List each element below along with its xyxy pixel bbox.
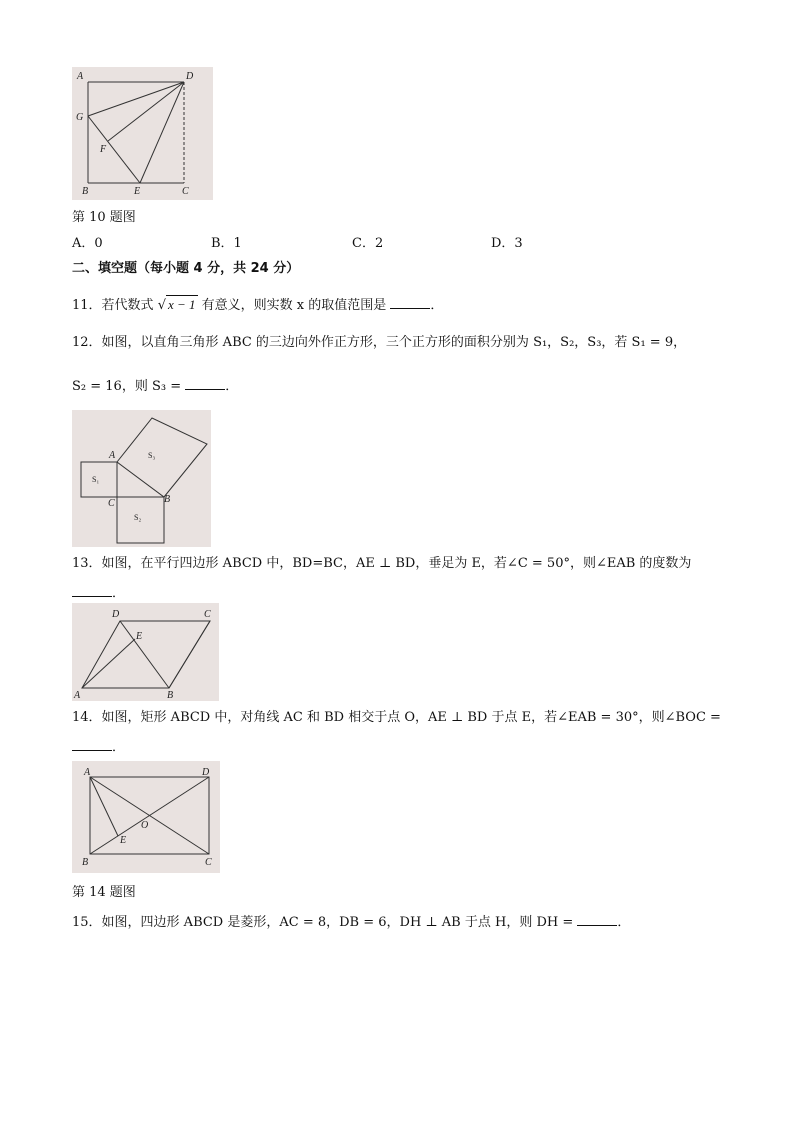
q11-prefix: 11．若代数式 <box>72 298 154 313</box>
q11-answer-blank[interactable] <box>390 294 430 309</box>
label-C: C <box>205 857 212 868</box>
label-A: A <box>74 690 81 701</box>
figure-q10 <box>72 67 213 200</box>
label-O: O <box>141 820 149 831</box>
q15-text: 15．如图，四边形 ABCD 是菱形，AC = 8，DB = 6，DH ⊥ AB 于点 H，则 DH = <box>72 915 574 930</box>
figure-q13 <box>72 603 219 701</box>
figure-q10-caption: 第 10 题图 <box>72 210 136 225</box>
label-A: A <box>77 71 84 82</box>
q13-end: ． <box>112 586 126 601</box>
label-B: B <box>167 690 174 701</box>
label-s1: S₁ <box>92 475 100 484</box>
q10-options <box>72 235 572 253</box>
label-D: D <box>112 609 120 620</box>
label-B: B <box>82 186 89 197</box>
label-s3: S₃ <box>148 451 156 460</box>
question-15 <box>72 911 630 932</box>
label-A: A <box>109 450 116 461</box>
label-E: E <box>136 631 143 642</box>
label-F: F <box>100 144 107 155</box>
label-s2: S₂ <box>134 513 142 522</box>
label-D: D <box>202 767 210 778</box>
question-13-line1: 13．如图，在平行四边形 ABCD 中，BD=BC，AE ⊥ BD，垂足为 E，若∠C = 50°，则∠EAB 的度数为 <box>72 556 692 571</box>
section-2-title: 二、填空题（每小题 4 分，共 24 分） <box>72 261 300 276</box>
question-14-line1: 14．如图，矩形 ABCD 中，对角线 AC 和 BD 相交于点 O，AE ⊥ BD 于点 E，若∠EAB = 30°，则∠BOC = <box>72 710 721 725</box>
label-D: D <box>186 71 194 82</box>
sqrt-sign: √ <box>157 298 166 313</box>
q14-end: ． <box>112 740 126 755</box>
label-B: B <box>164 494 171 505</box>
label-C: C <box>204 609 211 620</box>
q15-end: ． <box>617 915 631 930</box>
label-C: C <box>108 498 115 509</box>
label-E: E <box>120 835 127 846</box>
label-B: B <box>82 857 89 868</box>
q14-answer-blank[interactable] <box>72 736 112 751</box>
question-11 <box>72 294 443 315</box>
q10-option-d: D．3 <box>491 236 523 251</box>
figure-q12 <box>72 410 211 547</box>
q12-line2-prefix: S₂ = 16，则 S₃ = <box>72 379 182 394</box>
q12-end: ． <box>225 379 239 394</box>
figure-q14 <box>72 761 220 873</box>
label-C: C <box>182 186 189 197</box>
q10-option-b: B．1 <box>211 236 242 251</box>
q15-answer-blank[interactable] <box>577 911 617 926</box>
label-A: A <box>84 767 91 778</box>
q12-answer-blank[interactable] <box>185 375 225 390</box>
q11-end: ． <box>430 298 444 313</box>
q11-suffix: 有意义，则实数 x 的取值范围是 <box>201 298 387 313</box>
label-G: G <box>76 112 84 123</box>
question-13-line2 <box>72 582 125 603</box>
q11-radicand: x − 1 <box>167 297 196 312</box>
label-E: E <box>134 186 141 197</box>
figure-q14-caption: 第 14 题图 <box>72 885 136 900</box>
q13-answer-blank[interactable] <box>72 582 112 597</box>
question-12-line2 <box>72 375 238 396</box>
question-14-line2 <box>72 736 125 757</box>
question-12-line1: 12．如图，以直角三角形 ABC 的三边向外作正方形，三个正方形的面积分别为 S₁，S₂，S₃，若 S₁ = 9， <box>72 335 687 350</box>
q10-option-a: A．0 <box>72 236 103 251</box>
q10-option-c: C．2 <box>352 236 384 251</box>
